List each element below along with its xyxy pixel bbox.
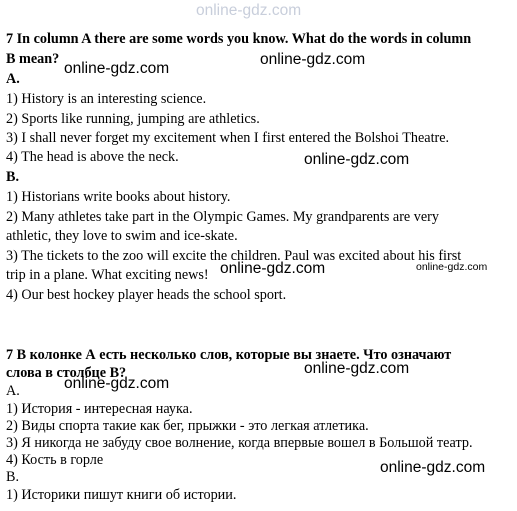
english-heading-line1: 7 In column A there are some words you know. What do the words in column xyxy=(6,31,472,47)
watermark-4: online-gdz.com xyxy=(220,260,326,277)
russian-heading-line2: слова в столбце В? xyxy=(6,365,127,381)
english-a-item-4: 4) The head is above the neck. xyxy=(6,149,179,165)
russian-a-item-1: 1) История - интересная наука. xyxy=(6,401,193,417)
watermark-5: online-gdz.com xyxy=(416,261,488,273)
russian-a-item-2: 2) Виды спорта такие как бег, прыжки - это легкая атлетика. xyxy=(6,418,369,434)
russian-heading-line1: 7 В колонке А есть несколько слов, которые вы знаете. Что означают xyxy=(6,347,452,363)
english-b-item-2-cont: athletic, they love to swim and ice-skate. xyxy=(6,228,238,244)
english-b-item-3-cont: trip in a plane. What exciting news! xyxy=(6,267,209,283)
watermark-1: online-gdz.com xyxy=(64,60,170,77)
english-a-item-1: 1) History is an interesting science. xyxy=(6,91,207,107)
watermark-2: online-gdz.com xyxy=(260,51,366,68)
english-b-item-4: 4) Our best hockey player heads the school sport. xyxy=(6,287,287,303)
watermark-3: online-gdz.com xyxy=(304,151,410,168)
russian-column-a-label: А. xyxy=(6,383,20,399)
watermark-6: online-gdz.com xyxy=(304,360,410,377)
english-heading-line2: B mean? xyxy=(6,51,60,67)
top-watermark: online-gdz.com xyxy=(196,2,302,19)
english-b-item-2: 2) Many athletes take part in the Olympic Games. My grandparents are very xyxy=(6,209,439,225)
russian-b-item-1: 1) Историки пишут книги об истории. xyxy=(6,487,237,503)
russian-column-b-label: В. xyxy=(6,469,20,485)
watermark-7: online-gdz.com xyxy=(64,375,170,392)
russian-a-item-4: 4) Кость в горле xyxy=(6,452,104,468)
english-column-a-label: A. xyxy=(6,71,20,87)
english-column-b-label: B. xyxy=(6,169,20,185)
english-a-item-3: 3) I shall never forget my excitement when I first entered the Bolshoi Theatre. xyxy=(6,130,450,146)
russian-a-item-3: 3) Я никогда не забуду свое волнение, когда впервые вошел в Большой театр. xyxy=(6,435,473,451)
english-b-item-3: 3) The tickets to the zoo will excite the children. Paul was excited about his first xyxy=(6,248,462,264)
english-a-item-2: 2) Sports like running, jumping are athletics. xyxy=(6,111,260,127)
english-b-item-1: 1) Historians write books about history. xyxy=(6,189,231,205)
watermark-8: online-gdz.com xyxy=(380,459,486,476)
